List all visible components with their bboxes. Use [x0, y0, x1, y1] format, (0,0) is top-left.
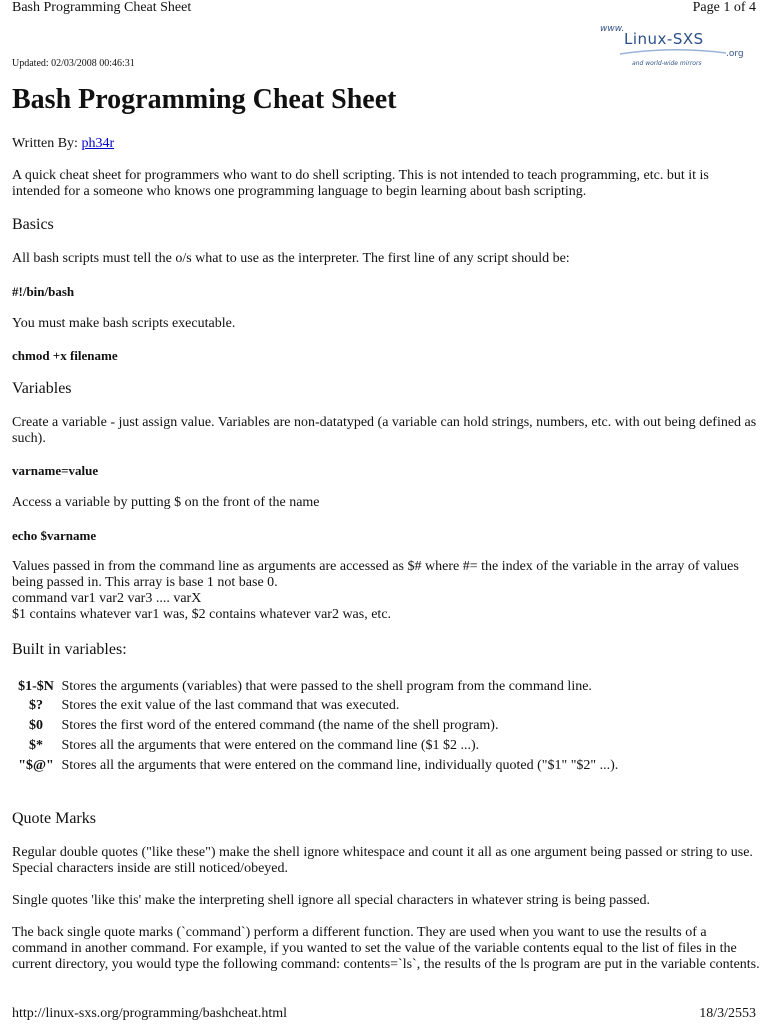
builtin-row	[14, 679, 592, 695]
heading-builtin-variables: Built in variables:	[12, 641, 127, 658]
heading-variables: Variables	[12, 380, 72, 397]
variables-paragraph-2: Access a variable by putting $ on the front of the name	[12, 495, 320, 510]
builtin-desc: Stores the first word of the entered command (the name of the shell program).	[61, 718, 499, 733]
builtin-key: "$@"	[18, 758, 54, 773]
quotes-paragraph-2: Single quotes 'like this' make the interpreting shell ignore all special characters in whatever string is being passed.	[12, 893, 650, 908]
code-echo-varname: echo $varname	[12, 528, 97, 543]
builtin-desc: Stores all the arguments that were entered on the command line, individually quoted ("$1" "$2" ...).	[61, 758, 619, 773]
builtin-row	[14, 758, 618, 774]
builtin-row	[14, 718, 498, 734]
page-title: Bash Programming Cheat Sheet	[12, 84, 397, 115]
heading-basics: Basics	[12, 216, 54, 233]
print-header-title: Bash Programming Cheat Sheet	[12, 0, 192, 15]
builtin-key: $1-$N	[18, 679, 54, 694]
variables-p3-line3: $1 contains whatever var1 was, $2 contains whatever var2 was, etc.	[12, 607, 392, 622]
builtin-desc: Stores all the arguments that were entered on the command line ($1 $2 ...).	[61, 738, 480, 753]
basics-paragraph-2: You must make bash scripts executable.	[12, 316, 236, 331]
heading-quote-marks: Quote Marks	[12, 810, 96, 827]
code-varname-assign: varname=value	[12, 463, 99, 478]
written-by-label: Written By:	[12, 136, 78, 151]
quotes-paragraph-3: The back single quote marks (`command`) perform a different function. They are used when you want to use the results of a command in another command. For example, if you wanted to set the value of the variable contents equal to the list of files in the current directory, you would type the following command: contents=`ls`, the results of the ls program are put in the variable contents.	[12, 925, 760, 972]
code-shebang: #!/bin/bash	[12, 284, 75, 299]
code-chmod: chmod +x filename	[12, 348, 118, 363]
logo-name: Linux-SXS	[624, 30, 704, 48]
author-link[interactable]: ph34r	[81, 136, 115, 151]
builtin-desc: Stores the exit value of the last command that was executed.	[61, 698, 400, 713]
variables-p3-line1: Values passed in from the command line as arguments are accessed as $# where #= the index of the variable in the array of values being passed in. This array is base 1 not base 0.	[12, 559, 739, 590]
logo-tagline: and world-wide mirrors	[632, 60, 702, 67]
updated-timestamp: Updated: 02/03/2008 00:46:31	[12, 58, 135, 69]
variables-paragraph-3	[12, 559, 760, 623]
basics-paragraph-1: All bash scripts must tell the o/s what to use as the interpreter. The first line of any script should be:	[12, 251, 570, 266]
variables-p3-line2: command var1 var2 var3 .... varX	[12, 591, 202, 606]
quotes-paragraph-1: Regular double quotes ("like these") make the shell ignore whitespace and count it all as one argument being passed or string to use. Special characters inside are still noticed/obeyed.	[12, 845, 753, 876]
intro-paragraph: A quick cheat sheet for programmers who want to do shell scripting. This is not intended to teach programming, etc. but it is intended for a someone who knows one programming language to begin learning about bash scripting.	[12, 168, 709, 199]
written-by	[12, 136, 760, 152]
builtin-key: $0	[29, 718, 43, 733]
builtin-key: $?	[29, 698, 43, 713]
logo-swoosh-icon	[618, 48, 728, 56]
logo-org: .org	[726, 49, 744, 59]
builtin-key: $*	[29, 738, 43, 753]
builtin-desc: Stores the arguments (variables) that were passed to the shell program from the command line.	[61, 679, 592, 694]
print-header-page: Page 1 of 4	[692, 0, 756, 15]
builtin-row	[14, 698, 399, 714]
footer-url: http://linux-sxs.org/programming/bashcheat.html	[12, 1006, 288, 1021]
footer-date: 18/3/2553	[699, 1006, 756, 1021]
builtin-row	[14, 738, 479, 754]
variables-paragraph-1: Create a variable - just assign value. Variables are non-datatyped (a variable can hold strings, numbers, etc. with out being defined as such).	[12, 415, 757, 446]
linux-sxs-logo[interactable]	[598, 22, 748, 72]
logo-www: www.	[600, 24, 625, 34]
